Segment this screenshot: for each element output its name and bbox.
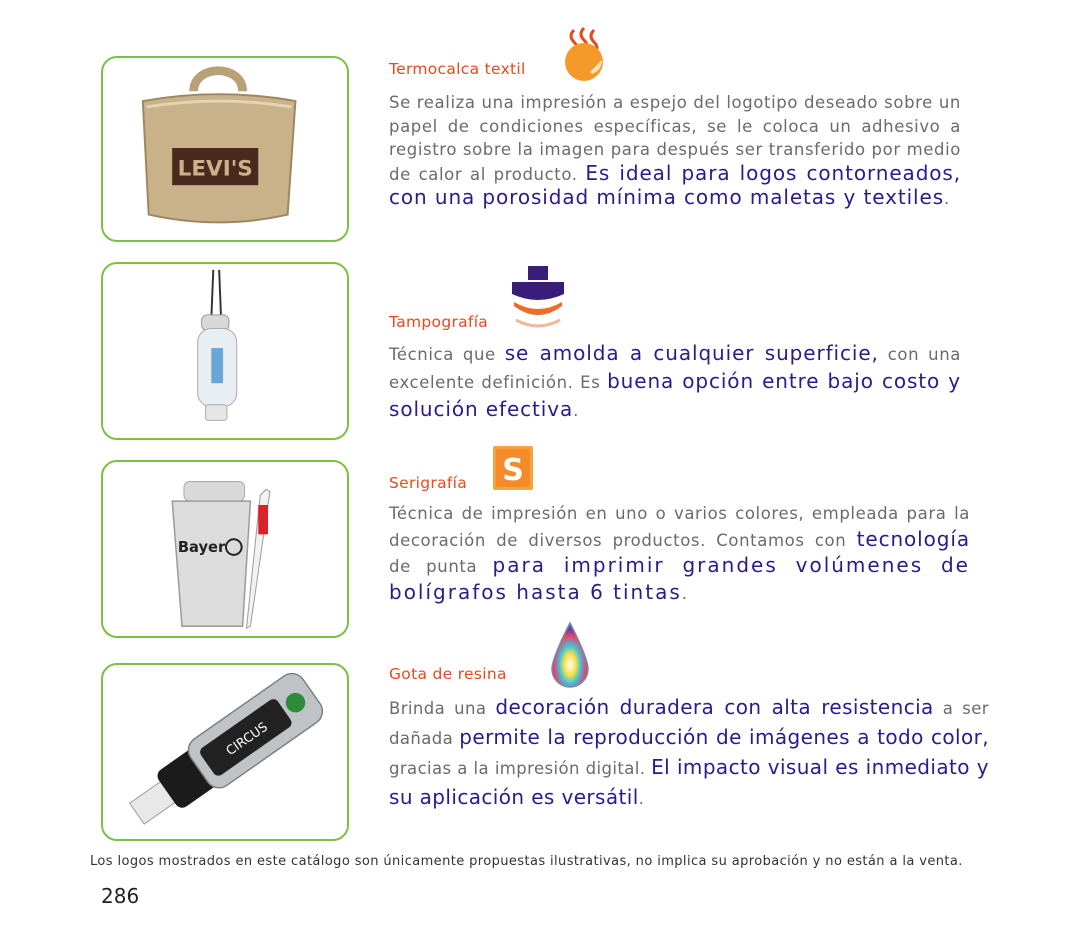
resina-highlight-a: decoración duradera con alta resistencia — [495, 695, 934, 719]
tote-bag-image — [101, 56, 349, 242]
tampografia-text-a: Técnica que — [389, 345, 496, 364]
levis-logo-text: LEVI'S — [177, 156, 253, 182]
section-body-tampografia — [389, 340, 961, 424]
section-body-serigrafia — [389, 502, 970, 606]
circus-logo-text: CIRCUS — [223, 718, 271, 759]
section-title-gota-resina: Gota de resina — [389, 665, 507, 683]
section-title-tampografia: Tampografía — [389, 313, 489, 331]
sanitizer-keychain-image — [101, 262, 349, 440]
page-number: 286 — [101, 884, 140, 908]
serigraphy-s-icon — [492, 445, 534, 491]
tote-bag-illustration — [103, 58, 347, 240]
tumbler-pen-image — [101, 460, 349, 638]
serigrafia-text-a: Técnica de impresión en uno o varios colores, empleada para la decoración de diversos productos. Contamos con — [389, 504, 970, 550]
serigrafia-text-c: de punta — [389, 557, 478, 576]
resina-text-e: gracias a la impresión digital. — [389, 759, 646, 778]
sanitizer-illustration — [103, 264, 347, 438]
tumbler-pen-illustration — [103, 462, 347, 636]
resina-period: . — [638, 789, 645, 808]
resina-text-a: Brinda una — [389, 699, 487, 718]
pad-print-icon — [510, 266, 566, 336]
section-body-termocalca — [389, 91, 961, 211]
termocalca-period: . — [944, 189, 950, 208]
section-title-serigrafia: Serigrafía — [389, 474, 468, 492]
section-title-termocalca: Termocalca textil — [389, 60, 526, 78]
resina-text-c: a ser dañada — [389, 699, 989, 748]
resina-highlight-b: permite la reproducción de imágenes a todo color, — [459, 725, 989, 749]
tampografia-text-c: con una excelente definición. Es — [389, 345, 961, 392]
hot-sticker-icon — [558, 26, 610, 82]
termocalca-plain-text: Se realiza una impresión a espejo del logotipo deseado sobre un papel de condiciones específicas, se le coloca un adhesivo a registro sobre la imagen para después ser transferido por medio de calor al producto. — [389, 93, 961, 184]
resina-highlight-c: El impacto visual es inmediato y su aplicación es versátil — [389, 755, 989, 809]
bayer-logo-text: Bayer — [177, 538, 226, 556]
tampografia-highlight-b: buena opción entre bajo costo y solución efectiva — [389, 369, 961, 421]
tampografia-period: . — [573, 401, 580, 420]
tampografia-highlight-a: se amolda a cualquier superficie, — [504, 341, 879, 365]
usb-drive-illustration — [103, 665, 347, 839]
usb-drive-image — [101, 663, 349, 841]
serigrafia-highlight-a: tecnología — [856, 526, 970, 551]
footer-disclaimer: Los logos mostrados en este catálogo son únicamente propuestas ilustrativas, no implica su aprobación y no están a la venta. — [90, 854, 963, 869]
section-body-gota-resina — [389, 693, 989, 813]
serigrafia-period: . — [681, 583, 688, 603]
termocalca-highlight-text: Es ideal para logos contorneados, con una porosidad mínima como maletas y textiles — [389, 160, 962, 209]
serigraphy-letter: S — [502, 453, 524, 488]
serigrafia-highlight-b: para imprimir grandes volúmenes de bolígrafos hasta 6 tintas — [389, 553, 970, 604]
resin-drop-icon — [550, 621, 590, 691]
